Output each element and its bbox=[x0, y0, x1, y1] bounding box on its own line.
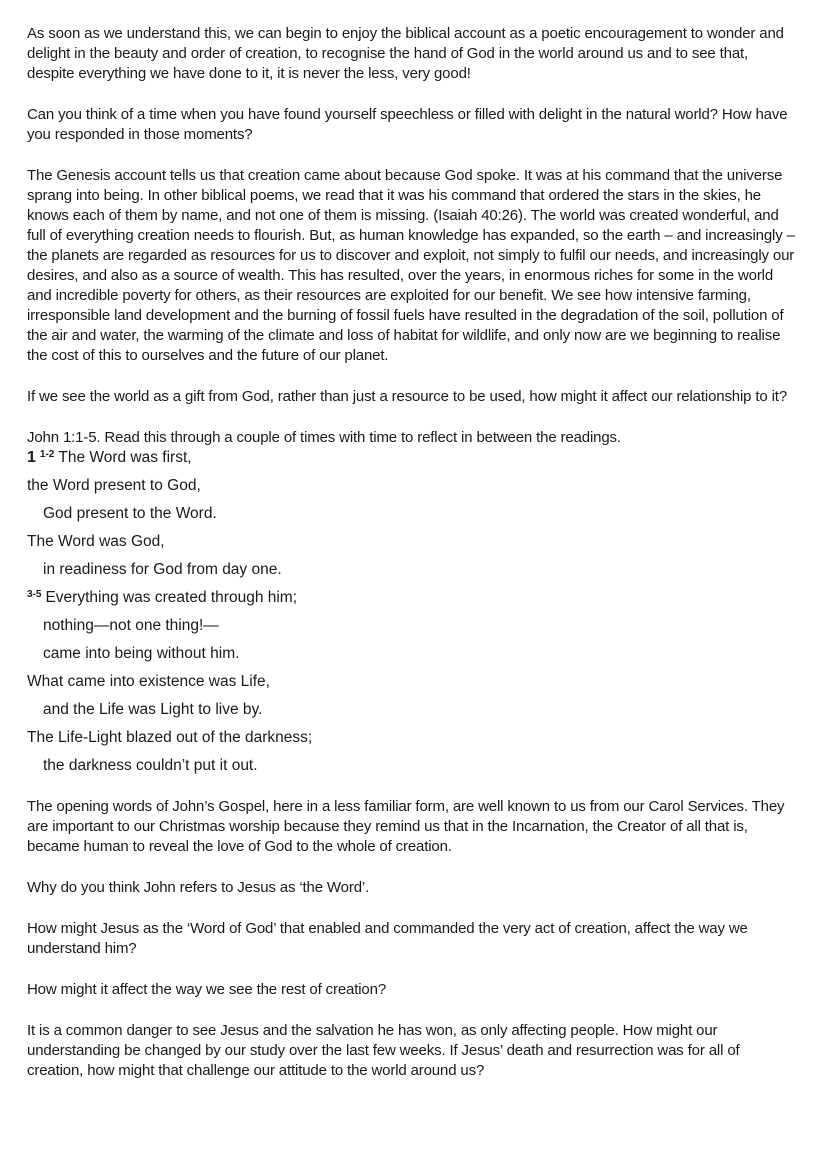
question-rest-of-creation: How might it affect the way we see the rest of creation? bbox=[27, 981, 387, 998]
paragraph-opening-words: The opening words of John’s Gospel, here in a less familiar form, are well known to us from our Carol Services. They are important to our Christmas worship because they remind us that in the Incarnation, the Creator of all that is, became human to reveal the love of God to the whole of creation. bbox=[27, 798, 785, 855]
scripture-passage bbox=[27, 448, 795, 776]
chapter-number: 1 bbox=[27, 449, 36, 466]
scripture-line bbox=[27, 756, 795, 776]
scripture-line-text: Everything was created through him; bbox=[45, 589, 298, 606]
scripture-line-text: the darkness couldn’t put it out. bbox=[43, 757, 258, 774]
scripture-line-text: nothing—not one thing!— bbox=[43, 617, 219, 634]
scripture-line-text: The Word was first, bbox=[58, 449, 192, 466]
question-delight: Can you think of a time when you have found yourself speechless or filled with delight in the natural world? How have you responded in those moments? bbox=[27, 106, 788, 143]
scripture-line bbox=[27, 672, 795, 692]
scripture-line bbox=[27, 504, 795, 524]
scripture-line-text: God present to the Word. bbox=[43, 505, 217, 522]
scripture-line-text: The Life-Light blazed out of the darkness; bbox=[27, 729, 313, 746]
scripture-line-text: came into being without him. bbox=[43, 645, 240, 662]
question-gift: If we see the world as a gift from God, rather than just a resource to be used, how might it affect our relationship to it? bbox=[27, 388, 788, 405]
paragraph-common-danger: It is a common danger to see Jesus and the salvation he has won, as only affecting people. How might our understanding be changed by our study over the last few weeks. If Jesus’ death and resurrection was for all of creation, how might that challenge our attitude to the world around us? bbox=[27, 1022, 740, 1079]
scripture-line bbox=[27, 476, 795, 496]
scripture-line-text: the Word present to God, bbox=[27, 477, 201, 494]
paragraph-genesis-account: The Genesis account tells us that creation came about because God spoke. It was at his command that the universe sprang into being. In other biblical poems, we read that it was his command that ordered the stars in the skies, he knows each of them by name, and not one of them is missing. (Isaiah 40:26). The world was created wonderful, and full of everything creation needs to flourish. But, as human knowledge has expanded, so the earth – and increasingly – the planets are regarded as resources for us to discover and exploit, not simply to fulfil our needs, and increasingly our desires, and also as a source of wealth. This has resulted, over the years, in enormous riches for some in the world and incredible poverty for others, as their resources are exploited for our benefit. We see how intensive farming, irresponsible land development and the burning of fossil fuels have resulted in the degradation of the soil, pollution of the air and water, the warming of the climate and loss of habitat for wildlife, and only now are we beginning to realise the cost of this to ourselves and the future of our planet. bbox=[27, 167, 795, 364]
question-word-of-god: How might Jesus as the ‘Word of God’ that enabled and commanded the very act of creation, affect the way we understand him? bbox=[27, 920, 748, 957]
scripture-line bbox=[27, 700, 795, 720]
scripture-line bbox=[27, 588, 795, 608]
scripture-line bbox=[27, 560, 795, 580]
scripture-line-text: and the Life was Light to live by. bbox=[43, 701, 263, 718]
reading-instruction: John 1:1-5. Read this through a couple of times with time to reflect in between the readings. bbox=[27, 429, 621, 446]
scripture-line bbox=[27, 728, 795, 748]
verse-marker: 3-5 bbox=[27, 589, 42, 600]
scripture-line bbox=[27, 644, 795, 664]
scripture-line-text: in readiness for God from day one. bbox=[43, 561, 282, 578]
scripture-line-text: What came into existence was Life, bbox=[27, 673, 270, 690]
scripture-line bbox=[27, 448, 795, 468]
scripture-line-text: The Word was God, bbox=[27, 533, 165, 550]
question-word: Why do you think John refers to Jesus as ‘the Word’. bbox=[27, 879, 370, 896]
scripture-line bbox=[27, 616, 795, 636]
paragraph-intro-understanding: As soon as we understand this, we can begin to enjoy the biblical account as a poetic encouragement to wonder and delight in the beauty and order of creation, to recognise the hand of God in the world around us and to see that, despite everything we have done to it, it is never the less, very good! bbox=[27, 25, 784, 82]
scripture-line bbox=[27, 532, 795, 552]
verse-marker: 1-2 bbox=[39, 449, 55, 460]
